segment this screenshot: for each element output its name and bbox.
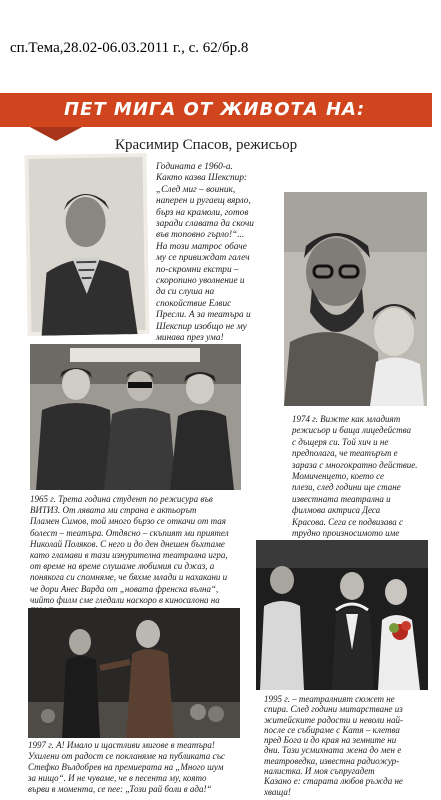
text-1974	[292, 414, 432, 551]
text-line: известната театрална и	[292, 493, 391, 504]
text-line: Пресли. А за театъра и	[156, 310, 251, 321]
text-line: Пламен Симов, той много бързо се откачи от тая	[30, 516, 226, 527]
text-1995	[264, 694, 436, 797]
text-line: дни. Тази усмихната жена до мен е	[264, 745, 402, 756]
text-line: предполага, че театърът е	[292, 448, 398, 459]
text-line: чийто филм сме гледали наскоро в киносалона на	[30, 594, 220, 605]
text-line: с дъщеря си. Той хич и не	[292, 436, 389, 447]
text-line: Момиченцето, което се	[292, 471, 384, 482]
text-1965	[30, 494, 285, 617]
text-line: налистка. И моя съпругадет	[264, 766, 375, 777]
text-line: минава през ума!	[156, 333, 224, 344]
text-line: На този матрос обаче	[156, 241, 247, 252]
text-line: за нищо“. И не чуваме, че в песента му, която	[28, 773, 207, 783]
text-1997	[28, 740, 264, 795]
text-line: заради славата да скочи	[156, 219, 254, 230]
text-line: 1997 г. А! Имало и щастливи мигове в театъра!	[28, 740, 215, 750]
photo-1965-students	[30, 344, 241, 490]
text-line: „След миг – воиник,	[156, 184, 236, 195]
text-line: Красова. Сега се подвизава с	[292, 516, 403, 527]
source-line: сп.Тема,28.02-06.03.2011 г., с. 62/бр.8	[10, 40, 249, 56]
text-line: Шекспир изобщо не му	[156, 321, 247, 332]
text-line: като гламави в тази изнурителна театрална игра,	[30, 550, 228, 561]
text-line: Казано е: старата любов ръжда не	[264, 776, 403, 787]
text-line: 1974 г. Вижте как младият	[292, 414, 401, 424]
text-line: Годината е 1960-а.	[156, 162, 233, 172]
text-line: трудно произносимото име	[292, 528, 400, 539]
photo-1997-stage	[28, 608, 240, 738]
text-line: му се привиждат галеч	[156, 253, 250, 264]
text-line: да си слуша на	[156, 287, 215, 298]
text-line: по-скромни екстри –	[156, 264, 239, 275]
text-line: хваща!	[264, 786, 291, 797]
text-line: филмова актриса Деса	[292, 505, 381, 516]
text-line: Николай Поляков. С него и до ден днешен бъхтаме	[30, 538, 225, 549]
article-subtitle: Красимир Спасов, режисьор	[115, 137, 298, 153]
text-line: режисьор и баща лицедейства	[292, 425, 411, 436]
text-line: болест – театъра. Отдясно – скъпият ми приятел	[30, 527, 229, 538]
text-line: ВИТИЗ. От лявата ми страна е актьорът	[30, 505, 197, 516]
text-line: плези, след години ще стане	[292, 482, 401, 493]
text-line: спира. След години митарстване из	[264, 704, 403, 715]
text-line: пред Бога и до края на земните ни	[264, 735, 397, 746]
text-line: 1965 г. Трета година студент по режисура във	[30, 494, 213, 504]
text-line: театроведка, известна радиожур-	[264, 755, 400, 766]
text-line: после се събираме с Катя – клетва	[264, 724, 400, 735]
banner-notch	[30, 127, 82, 141]
text-line: понякога си спомняме, че бяхме млади и нахакани и	[30, 572, 228, 583]
photo-1960-sailor	[24, 153, 149, 336]
text-line: Стефко Вълдобрев на премиерата на „Много шум	[28, 762, 224, 772]
text-line: наперен и ругаещ вярло,	[156, 196, 251, 207]
text-1960	[156, 162, 276, 345]
text-line: 1995 г. – театралният сюжет не	[264, 694, 395, 704]
photo-1995-wedding	[256, 540, 428, 690]
text-line: Ухилени от радост се покланяме на публиката със	[28, 751, 226, 761]
text-line: от време на време слушаме любимия си джаз, а	[30, 561, 215, 572]
text-line: върви в момента, се пее: „Този рай боли в ада!“	[28, 784, 212, 794]
photo-1974-father-daughter	[284, 192, 427, 406]
text-line: спокойствие Елвис	[156, 298, 232, 309]
text-line: бърз на крамоли, готов	[156, 207, 249, 218]
text-line: че дори Анес Варда от „новата френска вълна“,	[30, 583, 219, 594]
text-line: житейските радости и неволи най-	[264, 714, 404, 725]
text-line: скоропино уволнение и	[156, 276, 245, 287]
text-line: зараза с многократно действие.	[292, 459, 418, 470]
banner-title: ПЕТ МИГА ОТ ЖИВОТА НА:	[64, 99, 366, 120]
text-line: Както казва Шекспир:	[156, 173, 248, 184]
text-line: във топовно гърло!“...	[156, 230, 245, 241]
